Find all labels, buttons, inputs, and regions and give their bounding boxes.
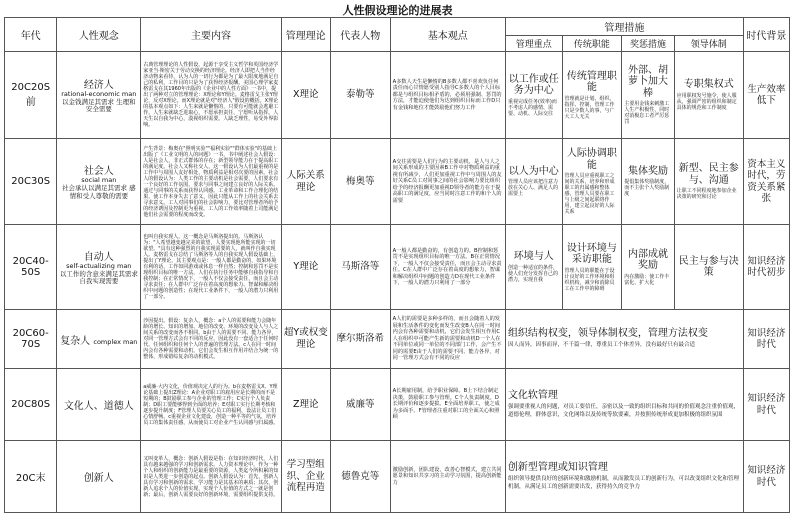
theory-cell: 人际关系理论 (281, 139, 330, 225)
person-cell: 马斯洛等 (330, 225, 390, 310)
header-view: 基本观点 (390, 18, 505, 52)
incentive-cell (622, 225, 674, 310)
era-cell: 20C60-70S (5, 310, 57, 369)
concept-name: 经济人 (83, 79, 114, 91)
measures-merged-cell (505, 310, 743, 369)
focus-cell (505, 225, 562, 310)
view-cell: 激励创新，团队建设，改善心智模式，建立共同愿景和知识共享习的主动学习氛围，提高创新能力 (390, 441, 505, 513)
person-cell: 梅奥等 (330, 139, 390, 225)
background-cell: 生产效率低下 (743, 52, 789, 139)
header-focus: 管理重点 (505, 36, 562, 52)
measures-detail: 因人而异，因事而异，不千篇一律，尊重员工个体差异，没有最好只有最合适 (507, 342, 695, 349)
view-cell: A人们的需要是多种多样的，而且会随着人的发展和生活条件的变化而发生改变B人在同一时间内会有各种需要和动机，它们会发生相互作用C人在组织中可能产生新的需要和动机D一个人在不同单位或同一单位的不同部门工作，会产生不同的需要E由于人们的需要不同、能力各异，对同一管理方式会有不同的反应 (390, 310, 505, 369)
content-cell: 古典管理理论的人性假设，起源于享受主义哲学和英国经济学家亚当·斯密关于劳动交换的经济理论。经济人即把人当作经济动物来看待，认为人的一切行为都是为了最大限度地满足自己的私利，工作目的只是为了获得经济报酬。美国心理学家麦格雷戈在其1960年出版的《企业中的人性方面》一书中，提出了两种对立的管理理论：X理论和Y理论。麦格雷戈主张Y理论，反对X理论。而X理论就是对"经济人"假设的概括。X理论的基本观点如下：人生来就是懒惰的，只要有可能就会逃避工作。人生来就缺乏进取心，不愿承担责任，宁愿听从指挥。人天生以自我为中心，漠视组织需要。人缺乏理性，易受外界影响。 (141, 52, 281, 139)
concept-english: self-actualizing man (66, 261, 132, 270)
measures-title: 组织结构权变，领导体制权变，管理方法权变 (507, 328, 708, 340)
focus-title: 以工作或任务为中心 (508, 73, 559, 96)
table-row (5, 225, 790, 310)
table-row (5, 441, 790, 513)
concept-description: 以工作的含意来满足其需求 自我实现需要 (59, 269, 138, 286)
measures-title: 文化软管理 (507, 390, 558, 402)
concept-name: 创新人 (83, 473, 114, 484)
content-cell: 也叫自我实现人，这一概念是马斯洛提出的。马斯洛认为："人希望越变越完美的欲望，人要实现他所能实现的一切欲望。"具有这种强烈的自我实现需要的人，就叫作自我实现人。麦格雷戈在总结了马斯洛等人的自我实现人假设基础上，提出了Y理论，其主要观点是：一般人都是勤奋的，如果环境有利的话，工作如同游戏或休息一样自然；控制和惩罚不是实现组织目标的唯一方法，人们在执行任务中能够自我指导和自我控制；在正常情况下，一般人不仅会接受责任，而且会主动寻求责任；在人群中广泛存在着高度的想象力、智谋和解决组织中问题的创造性；在现代工业条件下，一般人的潜力只利用了一部分。 (141, 225, 281, 310)
focus-cell (505, 52, 562, 139)
function-detail: 管理人员的职能在于设计良好的工作环境和组织机构，减少和消除员工在工作中的障碍 (564, 267, 615, 292)
header-concept: 人性观念 (57, 18, 141, 52)
leadership-title: 专职集权式 (683, 79, 734, 91)
person-cell: 威廉等 (330, 369, 390, 441)
concept-name (59, 332, 138, 347)
concept-name: 自动人 (83, 251, 114, 263)
era-cell: 20C80S (5, 369, 57, 441)
view-cell: A多数人天生是懒惰的B多数人都不喜欢负任何责任而心甘情愿受别人指导C多数人的个人目标都是与组织目标相矛盾的，必须用强制、惩罚的方法，才能迫使他们为达到组织目标而工作D只有金钱和地位才能鼓励他们努力工作 (390, 52, 505, 139)
header-content: 主要内容 (141, 18, 281, 52)
header-background: 时代背景 (743, 18, 789, 52)
function-title: 设计环境与采访职能 (566, 242, 617, 265)
era-cell: 20C20S前 (5, 52, 57, 139)
content-cell: 产生背景：梅奥在"照明实验""福利实验""群体实验"的基础上出版了《工业文明的人的问题》一书，书中阐述社会人假设：人是社会人，非正式群体的存在；新型领导能力在于提高职工的满足度。社会人又称社交人，这一假设认为人们最重视的是工作中与周围人友好相处，物质利益是相对次要的因素。社会人的假设认为：人类工作的主要动机是社会需要，人们要求有一个良好的工作氛围，要求与同事之间建立良好的人际关系。通过与同事的关系而获得认同感。工业革命和工作合理化的结果，使工作本身失去了意义，因此只能从工作上的社会关系去寻求意义。工人对同事们的社会影响力，要比对管理者所给予的经济诱因及控制更为重视。工人的工作效率随着上司能满足他们社会需要的程度而改变。 (141, 139, 281, 225)
leadership-cell (674, 225, 743, 310)
view-cell: A交往需要是人们行为的主要动机，是人与人之间关系形成的主要因素B工作中对物质利益的重视有所减少，人们更加重视工作中与周围人的友好关系C员工对同事之间的社会影响力要比组织给予的经济报酬更加重视D领导者的能力在于提高职工的满足度，应当同时注意工作的和个人的需要 (390, 139, 505, 225)
function-cell (562, 225, 622, 310)
era-cell: 20C40-50S (5, 225, 57, 310)
concept-name: 文化人、道德人 (63, 401, 134, 412)
person-cell: 德鲁克等 (330, 441, 390, 513)
function-cell (562, 52, 622, 139)
person-cell: 泰勒等 (330, 52, 390, 139)
incentive-cell (622, 139, 674, 225)
view-cell: A一般人都是勤奋的，有创造力的。B控制和惩罚不是实现组织目标的唯一方法。B在正常情况下，一般人不仅会接受责任，而且会主动寻求责任。C在人群中广泛存在着高度的想象力，智谋和解决组织中问题的创造力D在现代工业条件下，一般人的潜力只利用了一部分 (390, 225, 505, 310)
background-cell: 资本主义时代，劳资关系紧张 (743, 139, 789, 225)
concept-cell (57, 441, 141, 513)
measures-merged-cell (505, 441, 743, 513)
incentive-cell (622, 52, 674, 139)
header-theory: 管理理论 (281, 18, 330, 52)
concept-name: 社会人 (83, 166, 114, 178)
function-cell (562, 139, 622, 225)
leadership-title: 民主与参与决策 (678, 255, 739, 278)
function-detail: 管理人员应重视职工之间的关系，培养和形成职工的归属感和整体感，管理人员要在职工与上级之间起联络作用，建立起良好的人际关系 (564, 173, 615, 215)
theory-cell: 学习型组织、企业流程再造 (281, 441, 330, 513)
measures-detail: 强调要重视人的问题，对员工要信任，亲密以及一致的组织目标和共同的价值观念注重价值观，道德伦理，群体意识，文化网络以及传统等软要素，并按照传统形成更加积极的组织氛围 (507, 404, 739, 418)
page-title: 人性假设理论的进展表 (342, 4, 453, 17)
concept-cell (57, 52, 141, 139)
view-cell: A长期雇用制，给予职业保障。B上下结合制定决策，鼓励职工参与管理。C个人负责制度。D长期评价和逐步提拔。E全面培养职工，使之成为多面手。F管理者注重对职工的全面关心和照顾 (390, 369, 505, 441)
incentive-detail: 主要用金钱来刺激工人生产积极性，同时对消极怠工者严厉惩罚 (624, 101, 670, 126)
background-cell: 知识经济时代 (743, 369, 789, 441)
function-title: 传统管理职能 (566, 70, 617, 93)
function-title: 人际协调职能 (566, 148, 617, 171)
concept-cell (57, 310, 141, 369)
focus-detail: 创造一种适宜的条件，使人们充分发挥自己的潜力，实现自我 (507, 264, 558, 283)
incentive-title: 内部成就奖励 (627, 248, 668, 271)
leadership-cell (674, 52, 743, 139)
focus-detail: 管理人员应该把注意力放在关心人、满足人的需要上 (507, 179, 558, 198)
concept-cell (57, 139, 141, 225)
measures-title: 创新型管理或知识管理 (507, 462, 608, 474)
leadership-detail: 应用职权发号施令，使人服从，强调严密的组织和制定具体的规范和工作制度 (676, 92, 737, 111)
theory-cell: Y理论 (281, 225, 330, 310)
person-cell: 摩尔斯洛希 (330, 310, 390, 369)
header-function: 传统职能 (562, 36, 622, 52)
header-era: 年代 (5, 18, 57, 52)
concept-name-cn: 复杂人 (60, 335, 91, 347)
content-cell: 沙因提出。假设：复杂人，概念：a个人的需要和能力会随年龄的增长、知识的增加、地位的改变、环境的改变及人与人之间关系的改变而各不相同。b由于人的需要不同、能力各异，对同一管理方式会有不同的反应，因此没有一套适合于任何时代、任何组织和任何个人的普遍的管理方法。c人在同一时间内会有各种需要和动机，它们会发生相互作用并结合为统一的整体，形成错综复杂的动机模式。 (141, 310, 281, 369)
focus-cell (505, 139, 562, 225)
header-leadership: 领导体制 (674, 36, 743, 52)
incentive-detail: 内在激励：使工作丰富化、扩大化 (624, 273, 670, 286)
focus-title: 以人为中心 (508, 165, 559, 177)
incentive-title: 集体奖励 (627, 165, 668, 177)
concept-description: 社会承认以满足其需求 感情和受人尊敬的需要 (62, 184, 136, 200)
focus-title: 环境与人 (513, 251, 554, 263)
header-incentive: 奖惩措施 (622, 36, 674, 52)
table-row (5, 139, 790, 225)
measures-detail: 组织领导提供良好的创新环境和激励机制，从而激发员工的创新行为，可以改变组织文化和管理机制，从满足员工的创新需要出发，获得持久的竞争力 (507, 476, 739, 490)
leadership-cell (674, 139, 743, 225)
concept-english: social man (81, 176, 117, 185)
background-cell: 知识经济时代初步 (743, 225, 789, 310)
content-cell: 又叫变革人，概念：创新人假设是指：在知识经济时代，人们具有越来越强的学习和创新需求。人力资本理论中，作为一种个人和组织的创新能力是最重要的资源，人类迄今所积累的知识是人类进一步创造的起点。创新人假设认为：首先，创新人具有学习和创新的需求，学习能力是其基本的素质；其次，创新人追求个人的价值实现，实现个人价值的方式之一就是创新；最后，创新人需要良好的创新环境，需要组织提供支持。 (141, 441, 281, 513)
leadership-detail: 让职工不同程度地参加企业决策的研究和讨论 (676, 188, 737, 200)
incentive-title: 外部、胡萝卜加大棒 (627, 64, 668, 99)
progress-table (4, 17, 790, 513)
background-cell: 知识经济时代 (743, 441, 789, 513)
function-detail: 管理就是计划、组织、指挥、控制，管理工作只是少数人的事，与广大工人无关 (564, 95, 615, 120)
concept-description: 以金钱满足其需求 生理和安全需要 (62, 97, 136, 114)
background-cell: 知识经济时代 (743, 310, 789, 369)
concept-english: complex man (93, 337, 138, 346)
theory-cell: X理论 (281, 52, 330, 139)
concept-cell (57, 369, 141, 441)
table-row (5, 52, 790, 139)
concept-cell (57, 225, 141, 310)
measures-merged-cell (505, 369, 743, 441)
concept-english: rational-economic man (61, 89, 137, 98)
header-person: 代表人物 (330, 18, 390, 52)
theory-cell: 超Y或权变理论 (281, 310, 330, 369)
header-measures: 管理措施 (505, 18, 743, 36)
era-cell: 20C末 (5, 441, 57, 513)
table-row (5, 369, 790, 441)
table-row (5, 310, 790, 369)
focus-detail: 重视完成任务(效率)而不考虑人的感情、需要、动机、人际交往 (507, 98, 557, 117)
content-cell: a威廉·大内文化，价值观决定人的行为。b在麦格雷戈X、Y理论基础上提出Z理论：A企业对职工的雇用应是长期的而不是短期的；B鼓励职工参与企业的管理工作；C实行个人负责制；D职工要能够得到全面的培养；E对职工实行长期考核和逐步提升制度；F管理人员要关心员工的福利，设法让员工们心情舒畅。c重视企业文化建设，创造一种平等的气氛，培养员工的集体责任感，从而使员工对企业产生认同感与归属感。 (141, 369, 281, 441)
leadership-title: 新型、民主参与、沟通 (678, 163, 739, 186)
era-cell: 20C30S (5, 139, 57, 225)
incentive-detail: 提倡集体奖励制度，而不主张个人奖励制度 (624, 179, 670, 198)
theory-cell: Z理论 (281, 369, 330, 441)
